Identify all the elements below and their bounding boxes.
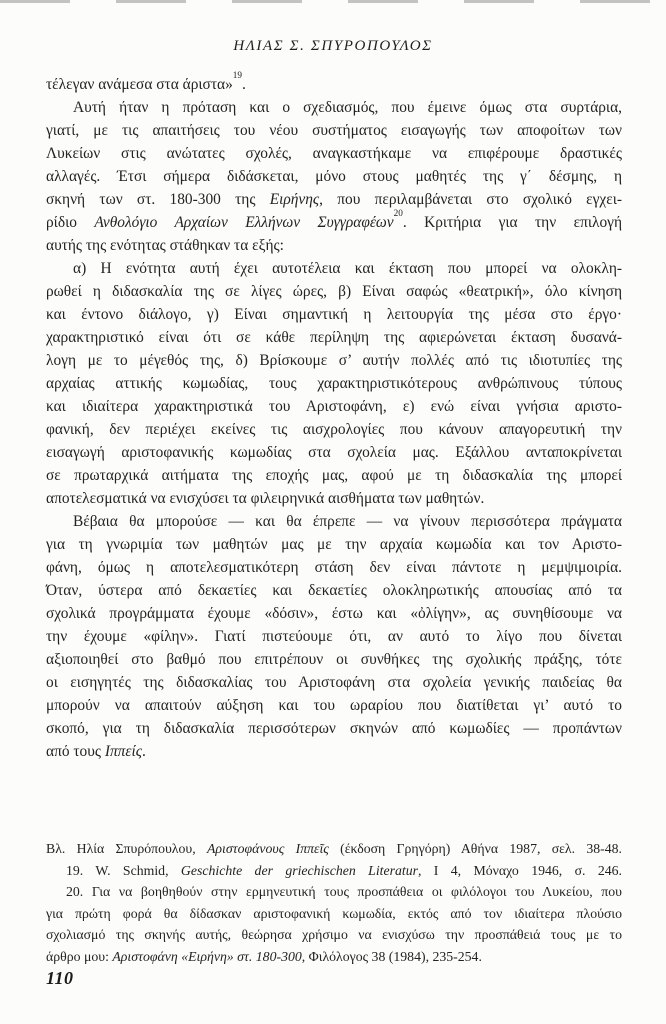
paragraph [46, 96, 622, 257]
text-line [46, 119, 622, 142]
text-segment: σε πρωταρχικά αιτήματα της εποχής μας, αφού με τη διδασκαλία της μπορεί [46, 467, 622, 484]
text-segment: (έκδοση Γρηγόρη) Αθήνα 1987, σελ. 38-48. [328, 841, 622, 856]
text-segment: 19. W. Schmid, [66, 862, 181, 878]
paragraph [46, 860, 622, 882]
text-line [46, 234, 622, 257]
text-line [46, 464, 622, 487]
text-line [46, 946, 622, 968]
text-line [46, 70, 622, 96]
text-line [46, 860, 622, 882]
text-segment: , Φιλόλογος 38 (1984), 235-254. [301, 948, 482, 964]
text-segment: . Κριτήρια για την επιλογή [402, 214, 622, 231]
paragraph [46, 838, 622, 860]
text-line [46, 717, 622, 740]
running-header-author: ΗΛΙΑΣ Σ. ΣΠΥΡΟΠΟΥΛΟΣ [233, 38, 433, 54]
text-segment: Ανθολόγιο Αρχαίων Ελλήνων Συγγραφέων [94, 214, 394, 231]
text-segment: αξιοποιηθεί στο βαθμό που επιτρέπουν οι συνθήκες της σχολικής πράξης, τότε [46, 651, 622, 668]
paragraph [46, 881, 622, 967]
text-line [46, 533, 622, 556]
text-segment: γιατί, με τις απαιτήσεις του νέου συστήματος εισαγωγής των αποφοίτων των [46, 122, 622, 139]
text-segment: α) Η ενότητα αυτή έχει αυτοτέλεια και έκταση που μπορεί να ολοκλη- [73, 260, 622, 277]
text-segment: οι εισηγητές της διδασκαλίας του Αριστοφάνη στα σχολεία γενικής παιδείας θα [46, 674, 622, 691]
text-segment: λογη με το μέγεθός της, δ) Βρίσκουμε σ’ αυτήν πολλές από τις ιδιοτυπίες της [46, 352, 622, 369]
footnote-ref: 19 [232, 70, 243, 81]
text-line [46, 881, 622, 903]
text-line [46, 372, 622, 395]
text-segment: για τη γνωριμία των μαθητών μας με την αρχαία κωμωδία και τον Αριστο- [46, 536, 622, 553]
text-segment: , που περιλαμβάνεται στο σχολικό εγχει- [319, 191, 622, 208]
text-line [46, 303, 622, 326]
text-segment: Όταν, ύστερα από δεκαετίες και δεκαετίες ολοκληρωτικής απουσίας από τα [46, 582, 622, 599]
text-segment: Λυκείων στις ανώτατες σχολές, αναγκαστήκαμε να επιφέρουμε δραστικές [46, 145, 622, 162]
text-segment: σκοπό, για τη διδασκαλία περισσότερων σκηνών από κωμωδίες — προπάντων [46, 720, 622, 737]
text-segment: Ειρήνης [269, 191, 320, 208]
text-line [46, 165, 622, 188]
text-line [46, 349, 622, 372]
text-line [46, 903, 622, 925]
text-segment: σχολικά προγράμματα έχουμε «δόσιν», έστω και «ὀλίγην», ας συνηθίσουμε να [46, 605, 622, 622]
text-line [46, 441, 622, 464]
text-segment: ρωθεί η διδασκαλία της σε λίγες ώρες, β) Είναι σαφώς «θεατρική», όλο κίνηση [46, 283, 622, 300]
text-segment: σχολιασμό της σκηνής αυτής, θεώρησα χρήσιμο να ενισχύσω την προσπάθειά τους με το [46, 927, 622, 942]
text-segment: και ιδιαίτερα χαρακτηριστικά του Αριστοφάνη, ε) ενώ είναι γνήσια αριστο- [46, 398, 622, 415]
text-line [46, 395, 622, 418]
text-segment: αποτελεσματικά να ενισχύσει τα φιλειρηνικά αισθήματα των μαθητών. [46, 490, 485, 507]
text-segment: Ιππείς [104, 743, 142, 760]
text-segment: Βέβαια θα μπορούσε — και θα έπρεπε — να γίνουν περισσότερα πράγματα [73, 513, 622, 530]
text-segment: φάνη, όμως η αποτελεσματικότερη στάση δεν είναι πάντοτε η μεμψιμοιρία. [46, 559, 622, 576]
text-segment: αλλαγές. Έτσι σήμερα διδάσκεται, μόνο στους μαθητές της γ΄ δέσμης, η [46, 168, 622, 185]
text-segment: 20. Για να βοηθηθούν στην ερμηνευτική τους προσπάθεια οι φιλόλογοι του Λυκείου, που [66, 884, 622, 899]
text-line [46, 648, 622, 671]
text-segment: , I 4, Μόναχο 1946, σ. 246. [418, 862, 622, 878]
text-segment: από τους [46, 743, 105, 760]
text-line [46, 142, 622, 165]
text-segment: τέλεγαν ανάμεσα στα άριστα» [46, 76, 233, 93]
text-segment: Αριστοφάνους Ιππεῖς [206, 841, 329, 856]
footnote-ref: 20 [393, 208, 403, 219]
text-line [46, 924, 622, 946]
text-line [46, 96, 622, 119]
text-segment: αρχαίας αττικής κωμωδίας, τους χαρακτηριστικότερους ανθρώπινους τύπους [46, 375, 622, 392]
text-line [46, 326, 622, 349]
text-segment: σκηνή των στ. 180-300 της [46, 191, 270, 208]
body-text [46, 70, 622, 763]
text-segment: εισαγωγή αριστοφανικής κωμωδίας στα σχολεία μας. Εξάλλου ανταποκρίνεται [46, 444, 622, 461]
text-segment: φανική, δεν περιέχει εκείνες τις αισχρολογίες που κάνουν απαγορευτική την [46, 421, 622, 438]
text-line [46, 257, 622, 280]
text-segment: Geschichte der griechischen Literatur [180, 862, 418, 878]
text-line [46, 487, 622, 510]
footnotes-block [46, 838, 622, 967]
text-line [46, 418, 622, 441]
page-number: 110 [46, 968, 74, 988]
text-segment: αυτής της ενότητας στάθηκαν τα εξής: [46, 237, 284, 254]
text-segment: Αυτή ήταν η πρόταση και ο σχεδιασμός, που έμεινε όμως στα συρτάρια, [73, 99, 622, 116]
text-segment: Βλ. Ηλία Σπυρόπουλου, [46, 841, 207, 856]
text-segment: και έντονο διάλογο, γ) Είναι σημαντική η λειτουργία της μέσα στο έργο· [46, 306, 622, 323]
text-segment: άρθρο μου: [46, 948, 113, 964]
text-line [46, 556, 622, 579]
text-segment: . [242, 76, 246, 93]
text-line [46, 671, 622, 694]
scan-edge-artifact [0, 0, 666, 3]
paragraph [46, 257, 622, 510]
text-line [46, 579, 622, 602]
text-segment: για πρώτη φορά θα δίδασκαν αριστοφανική κωμωδία, εκτός από τον ιδιαίτερα πλούσιο [46, 905, 622, 921]
text-line [46, 838, 622, 860]
text-line [46, 625, 622, 648]
paragraph [46, 70, 622, 96]
text-line [46, 280, 622, 303]
text-segment: μπορούν να απαιτούν αύξηση και του ωραρίου που διατίθεται γι’ αυτό το [46, 697, 622, 714]
text-line [46, 510, 622, 533]
text-segment: Αριστοφάνη «Ειρήνη» στ. 180-300 [112, 948, 302, 964]
text-line [46, 694, 622, 717]
text-line [46, 740, 622, 763]
text-segment: χαρακτηριστικό είναι ότι σε κάθε περίληψη της αφιερώνεται έκταση δυσανά- [46, 329, 622, 346]
text-segment: την έχουμε «φίλην». Γιατί πιστεύουμε ότι, αν αυτό το λίγο που δίνεται [46, 628, 622, 645]
text-line [46, 602, 622, 625]
text-segment: ρίδιο [46, 214, 95, 231]
paragraph [46, 510, 622, 763]
text-line [46, 208, 622, 234]
text-line [46, 188, 622, 211]
text-segment: . [141, 743, 146, 760]
